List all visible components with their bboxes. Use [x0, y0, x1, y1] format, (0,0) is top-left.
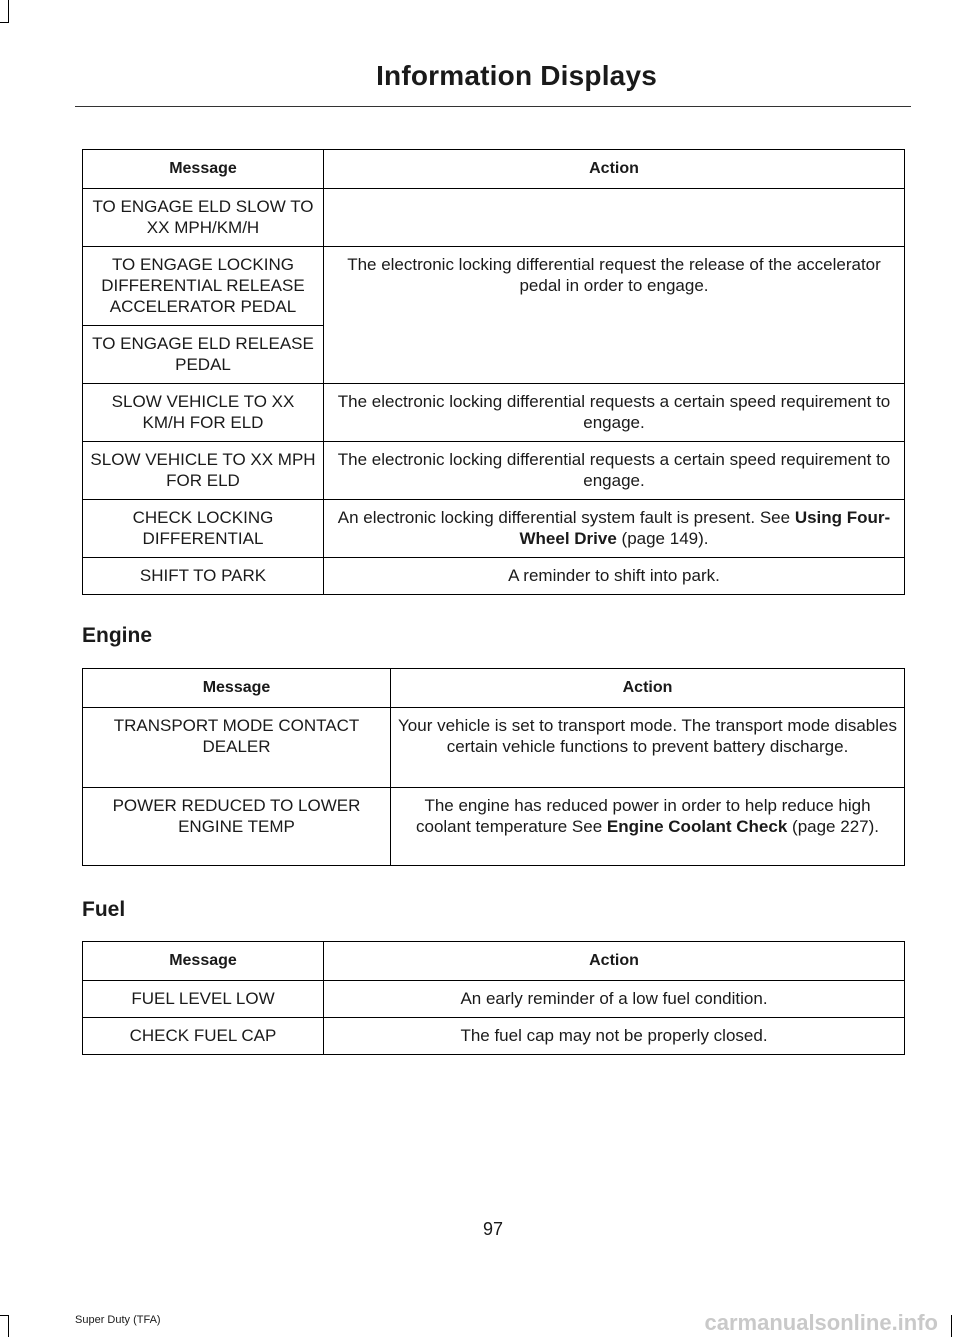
page-title: Information Displays [376, 60, 657, 91]
action-cell [324, 500, 905, 558]
crop-mark-bottom-left-h [0, 1315, 9, 1316]
action-cell: The electronic locking differential request the release of the accelerator pedal in order to engage. [324, 247, 905, 384]
column-header-action: Action [391, 669, 905, 708]
table-header-row [83, 942, 905, 981]
table-row [83, 558, 905, 595]
table-row [83, 247, 905, 326]
message-cell: TO ENGAGE ELD SLOW TO XX MPH/KM/H [83, 189, 324, 247]
table-row [83, 500, 905, 558]
watermark: carmanualsonline.info [704, 1310, 938, 1335]
action-cell: The electronic locking differential requests a certain speed requirement to engage. [324, 384, 905, 442]
action-cell [324, 189, 905, 247]
section-heading-fuel: Fuel [82, 898, 126, 921]
footer-text: Super Duty (TFA) [75, 1314, 161, 1326]
table-engine [82, 668, 905, 866]
page-number: 97 [482, 1219, 504, 1239]
section-heading-engine: Engine [82, 624, 153, 647]
column-header-message: Message [83, 150, 324, 189]
table-fuel [82, 941, 905, 1055]
column-header-message: Message [83, 942, 324, 981]
message-cell: CHECK FUEL CAP [83, 1018, 324, 1055]
action-cell [391, 788, 905, 866]
message-cell: TO ENGAGE LOCKING DIFFERENTIAL RELEASE ACCELERATOR PEDAL [83, 247, 324, 326]
crop-mark-top-left-v [8, 0, 9, 22]
table-row [83, 981, 905, 1018]
table-row [83, 189, 905, 247]
message-cell: CHECK LOCKING DIFFERENTIAL [83, 500, 324, 558]
table-header-row [83, 150, 905, 189]
table-row [83, 442, 905, 500]
message-cell: SLOW VEHICLE TO XX MPH FOR ELD [83, 442, 324, 500]
message-cell: TRANSPORT MODE CONTACT DEALER [83, 708, 391, 788]
page-reference: (page 227). [787, 817, 879, 836]
table-row [83, 708, 905, 788]
action-text: The engine has reduced power in order to help reduce high coolant temperature See [415, 796, 871, 836]
action-text: An electronic locking differential system fault is present. See [337, 508, 791, 527]
column-header-message: Message [83, 669, 391, 708]
action-cell: Your vehicle is set to transport mode. The transport mode disables certain vehicle functions to prevent battery discharge. [391, 708, 905, 788]
table-locking-differential [82, 149, 905, 595]
action-cell: The electronic locking differential requests a certain speed requirement to engage. [324, 442, 905, 500]
cross-reference-link[interactable]: Engine Coolant Check [606, 817, 788, 836]
table-row [83, 788, 905, 866]
message-cell: SHIFT TO PARK [83, 558, 324, 595]
message-cell: FUEL LEVEL LOW [83, 981, 324, 1018]
column-header-action: Action [324, 150, 905, 189]
crop-mark-bottom-left-v [8, 1315, 9, 1337]
page-reference: (page 149). [616, 529, 709, 548]
table-row [83, 384, 905, 442]
crop-mark-top-left-h [0, 22, 9, 23]
action-cell: A reminder to shift into park. [324, 558, 905, 595]
table-row [83, 1018, 905, 1055]
cross-reference-link[interactable]: Using Four-Wheel Drive [519, 508, 891, 548]
message-cell: POWER REDUCED TO LOWER ENGINE TEMP [83, 788, 391, 866]
header-divider [75, 106, 911, 107]
action-cell: An early reminder of a low fuel condition. [324, 981, 905, 1018]
message-cell: TO ENGAGE ELD RELEASE PEDAL [83, 326, 324, 384]
action-cell: The fuel cap may not be properly closed. [324, 1018, 905, 1055]
table-header-row [83, 669, 905, 708]
message-cell: SLOW VEHICLE TO XX KM/H FOR ELD [83, 384, 324, 442]
column-header-action: Action [324, 942, 905, 981]
crop-mark-bottom-right-v [951, 1315, 952, 1337]
